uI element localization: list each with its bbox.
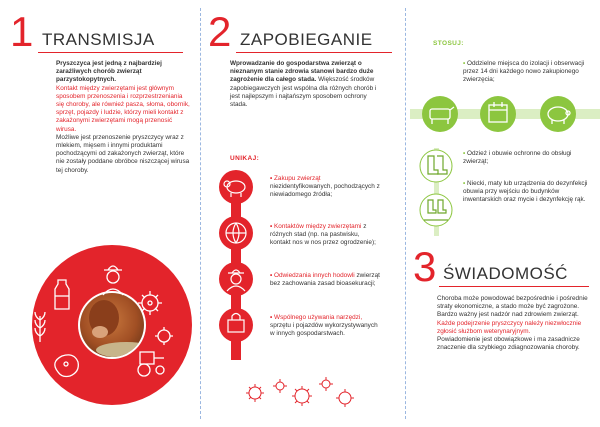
title-underline	[38, 52, 183, 53]
avoid-item-lead: Zakupu zwierząt	[274, 175, 321, 182]
avoid-item-rest: zwierząt bez zachowania zasad bioasekuracji;	[270, 272, 380, 288]
apply-item-text: Odzież i obuwie ochronne do obsługi zwierząt;	[463, 150, 572, 166]
avoid-item-bullet: •	[270, 314, 273, 321]
apply-item-bullet: •	[463, 180, 466, 187]
avoid-item-lead: Kontaktów między zwierzętami	[274, 223, 362, 230]
isolation-icons	[410, 93, 600, 138]
virus-icon	[336, 389, 354, 407]
apply-item	[463, 60, 591, 85]
section-number-3: 3	[413, 243, 437, 290]
column-prevention	[200, 0, 405, 427]
column-transmission	[0, 0, 200, 427]
virus-cluster	[240, 368, 360, 418]
prevention-intro	[230, 60, 380, 109]
avoid-item-rest: sprzętu i pojazdów wykorzystywanych w innych gospodarstwach.	[270, 322, 378, 338]
section-title-transmission: TRANSMISJA	[42, 30, 155, 49]
avoid-item-bullet: •	[270, 175, 273, 182]
virus-icon	[292, 386, 312, 406]
avoid-icons-column	[205, 165, 265, 365]
avoid-item-lead: Odwiedzania innych hodowli	[274, 272, 355, 279]
column-apply-awareness	[405, 0, 600, 427]
apply-item	[463, 180, 591, 205]
virus-icon	[246, 384, 264, 402]
awareness-notice: Powiadomienie jest obowiązkowe i ma zasadnicze znaczenie dla szybkiego zdiagnozowania choroby.	[437, 336, 580, 352]
avoid-item-rest: niezidentyfikowanych, pochodzących z niewiadomego źródła;	[270, 183, 380, 199]
awareness-text	[437, 295, 592, 352]
apply-item-bullet: •	[463, 60, 466, 67]
apply-item-text: Niecki, maty lub urządzenia do dezynfekcji obuwia przy wejściu do budynków inwentarskich oraz mycie i dezynfekcję rąk.	[463, 180, 588, 204]
section-title-prevention: ZAPOBIEGANIE	[240, 30, 373, 49]
prevention-intro-bold: Wprowadzanie do gospodarstwa zwierząt o nieznanym stanie zdrowia stanowi bardzo duże zagrożenie dla całego stada.	[230, 60, 374, 84]
apply-item-text: Oddzielne miejsca do izolacji i obserwacji przez 14 dni każdego nowo zakupionego zwierzęcia;	[463, 60, 585, 84]
title-underline	[439, 286, 589, 287]
avoid-label: UNIKAJ:	[230, 155, 260, 162]
protection-icons	[411, 148, 461, 238]
title-underline	[236, 52, 392, 53]
avoid-item-rest: z różnych stad (np. na pastwisku, kontakt nos w nos przez ogrodzenie);	[270, 223, 376, 247]
apply-label: STOSUJ:	[433, 40, 464, 47]
virus-icon	[273, 379, 287, 393]
avoid-item-bullet: •	[270, 223, 273, 230]
virus-icon	[319, 377, 333, 391]
avoid-item	[270, 314, 380, 339]
apply-item-bullet: •	[463, 150, 466, 157]
transmission-red-text: Kontakt między zwierzętami jest głównym sposobem przenoszenia i rozprzestrzeniania się choroby, ale również pasza, słoma, obornik, sprzęt, pojazdy i ludzie, którzy mieli kontakt z zakażonymi zwierzętami mogą przenosić wirusa.	[56, 84, 190, 133]
prevention-intro-rest: Większość środków zapobiegawczych jest wspólna dla różnych chorób i jest najlepszym i najtańszym sposobem ochrony stada.	[230, 76, 377, 109]
transmission-body: Możliwe jest przenoszenie pryszczycy wraz z mlekiem, mięsem i innymi produktami pochodzącymi od zakażonych zwierząt, które nie zostały poddane obróbce niszczącej wirusa tej choroby.	[56, 133, 190, 174]
awareness-red-text: Każde podejrzenie pryszczycy należy niezwłocznie zgłosić służbom weterynaryjnym.	[437, 319, 582, 335]
avoid-item-lead: Wspólnego używania narzędzi,	[274, 314, 363, 321]
transmission-text	[56, 60, 191, 175]
transmission-intro: Pryszczyca jest jedną z najbardziej zaraźliwych chorób zwierząt parzystokopytnych.	[56, 60, 162, 84]
transmission-illustration	[0, 200, 200, 427]
section-number-1: 1	[10, 8, 34, 55]
avoid-item	[270, 272, 380, 288]
avoid-item-bullet: •	[270, 272, 273, 279]
section-title-awareness: ŚWIADOMOŚĆ	[443, 264, 568, 283]
section-number-2: 2	[208, 8, 232, 55]
awareness-body: Choroba może powodować bezpośrednie i pośrednie straty ekonomiczne, a stado może być zagrożone. Bardzo ważny jest nadzór nad zdrowiem zwierząt.	[437, 295, 588, 319]
avoid-item	[270, 175, 380, 200]
apply-item	[463, 150, 591, 166]
avoid-item	[270, 223, 380, 248]
